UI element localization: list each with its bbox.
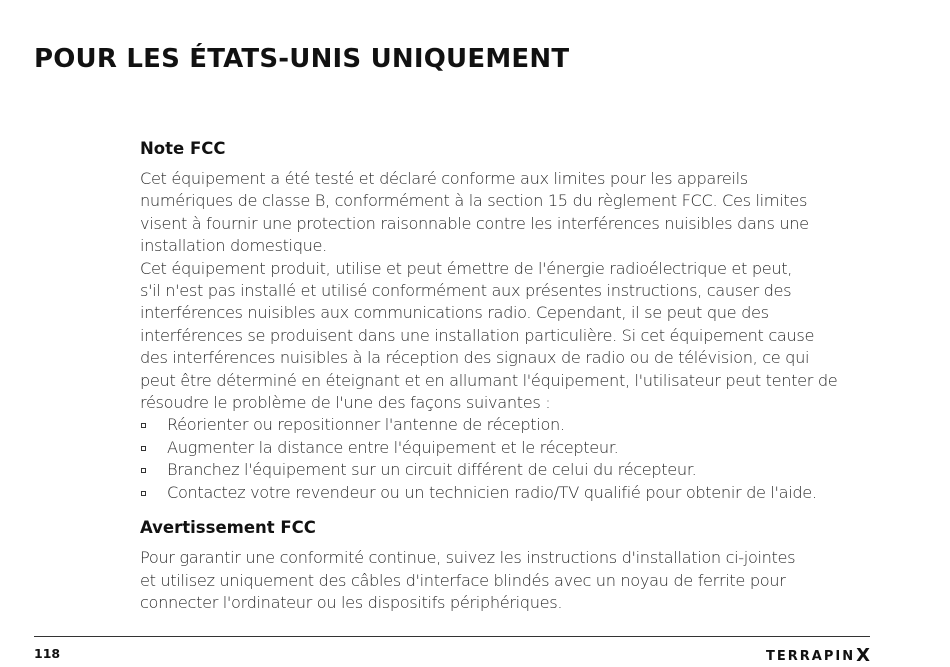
footer-divider	[34, 636, 870, 637]
paragraph-line: Cet équipement a été testé et déclaré conforme aux limites pour les appareils	[140, 169, 748, 188]
brand-logo	[766, 644, 870, 665]
paragraph-line: Pour garantir une conformité continue, suivez les instructions d'installation ci-jointes	[140, 548, 796, 568]
square-bullet-icon	[140, 437, 167, 459]
list-item	[140, 437, 880, 459]
list-item-text: Branchez l'équipement sur un circuit différent de celui du récepteur.	[167, 460, 697, 480]
square-bullet-icon	[140, 414, 167, 436]
paragraph-line: Cet équipement produit, utilise et peut émettre de l'énergie radioélectrique et peut,	[140, 258, 793, 278]
list-item-text: Contactez votre revendeur ou un technicien radio/TV qualifié pour obtenir de l'aide.	[167, 482, 817, 502]
paragraph-line: numériques de classe B, conformément à la section 15 du règlement FCC. Ces limites	[140, 191, 808, 211]
paragraph-line: des interférences nuisibles à la réception des signaux de radio ou de télévision, ce qui	[140, 348, 810, 368]
fcc-warning-paragraph	[140, 547, 880, 614]
paragraph-line: résoudre le problème de l'une des façons suivantes :	[140, 393, 551, 413]
square-bullet-icon	[140, 482, 167, 504]
fcc-note-paragraph-2	[140, 258, 880, 415]
remedy-list	[140, 414, 880, 504]
page-title: POUR LES ÉTATS-UNIS UNIQUEMENT	[34, 44, 570, 74]
paragraph-line: interférences se produisent dans une installation particulière. Si cet équipement cause	[140, 325, 815, 345]
brand-x-mark: X	[856, 645, 870, 666]
document-body	[140, 138, 880, 614]
page-number: 118	[34, 646, 61, 661]
paragraph-line: s'il n'est pas installé et utilisé conformément aux présentes instructions, causer des	[140, 281, 792, 301]
fcc-note-paragraph-1	[140, 168, 880, 258]
list-item	[140, 482, 880, 504]
brand-name: TERRAPIN	[766, 649, 856, 664]
list-item	[140, 459, 880, 481]
paragraph-line: installation domestique.	[140, 236, 327, 256]
list-item-text: Réorienter ou repositionner l'antenne de réception.	[167, 415, 565, 435]
paragraph-line: connecter l'ordinateur ou les dispositifs périphériques.	[140, 592, 563, 612]
fcc-note-heading: Note FCC	[140, 139, 226, 158]
paragraph-line: peut être déterminé en éteignant et en allumant l'équipement, l'utilisateur peut tenter de	[140, 370, 838, 390]
list-item-text: Augmenter la distance entre l'équipement et le récepteur.	[167, 437, 619, 457]
list-item	[140, 414, 880, 436]
paragraph-line: et utilisez uniquement des câbles d'interface blindés avec un noyau de ferrite pour	[140, 570, 786, 590]
paragraph-line: visent à fournir une protection raisonnable contre les interférences nuisibles dans une	[140, 213, 809, 233]
paragraph-line: interférences nuisibles aux communications radio. Cependant, il se peut que des	[140, 303, 769, 323]
square-bullet-icon	[140, 459, 167, 481]
fcc-warning-heading: Avertissement FCC	[140, 518, 316, 538]
